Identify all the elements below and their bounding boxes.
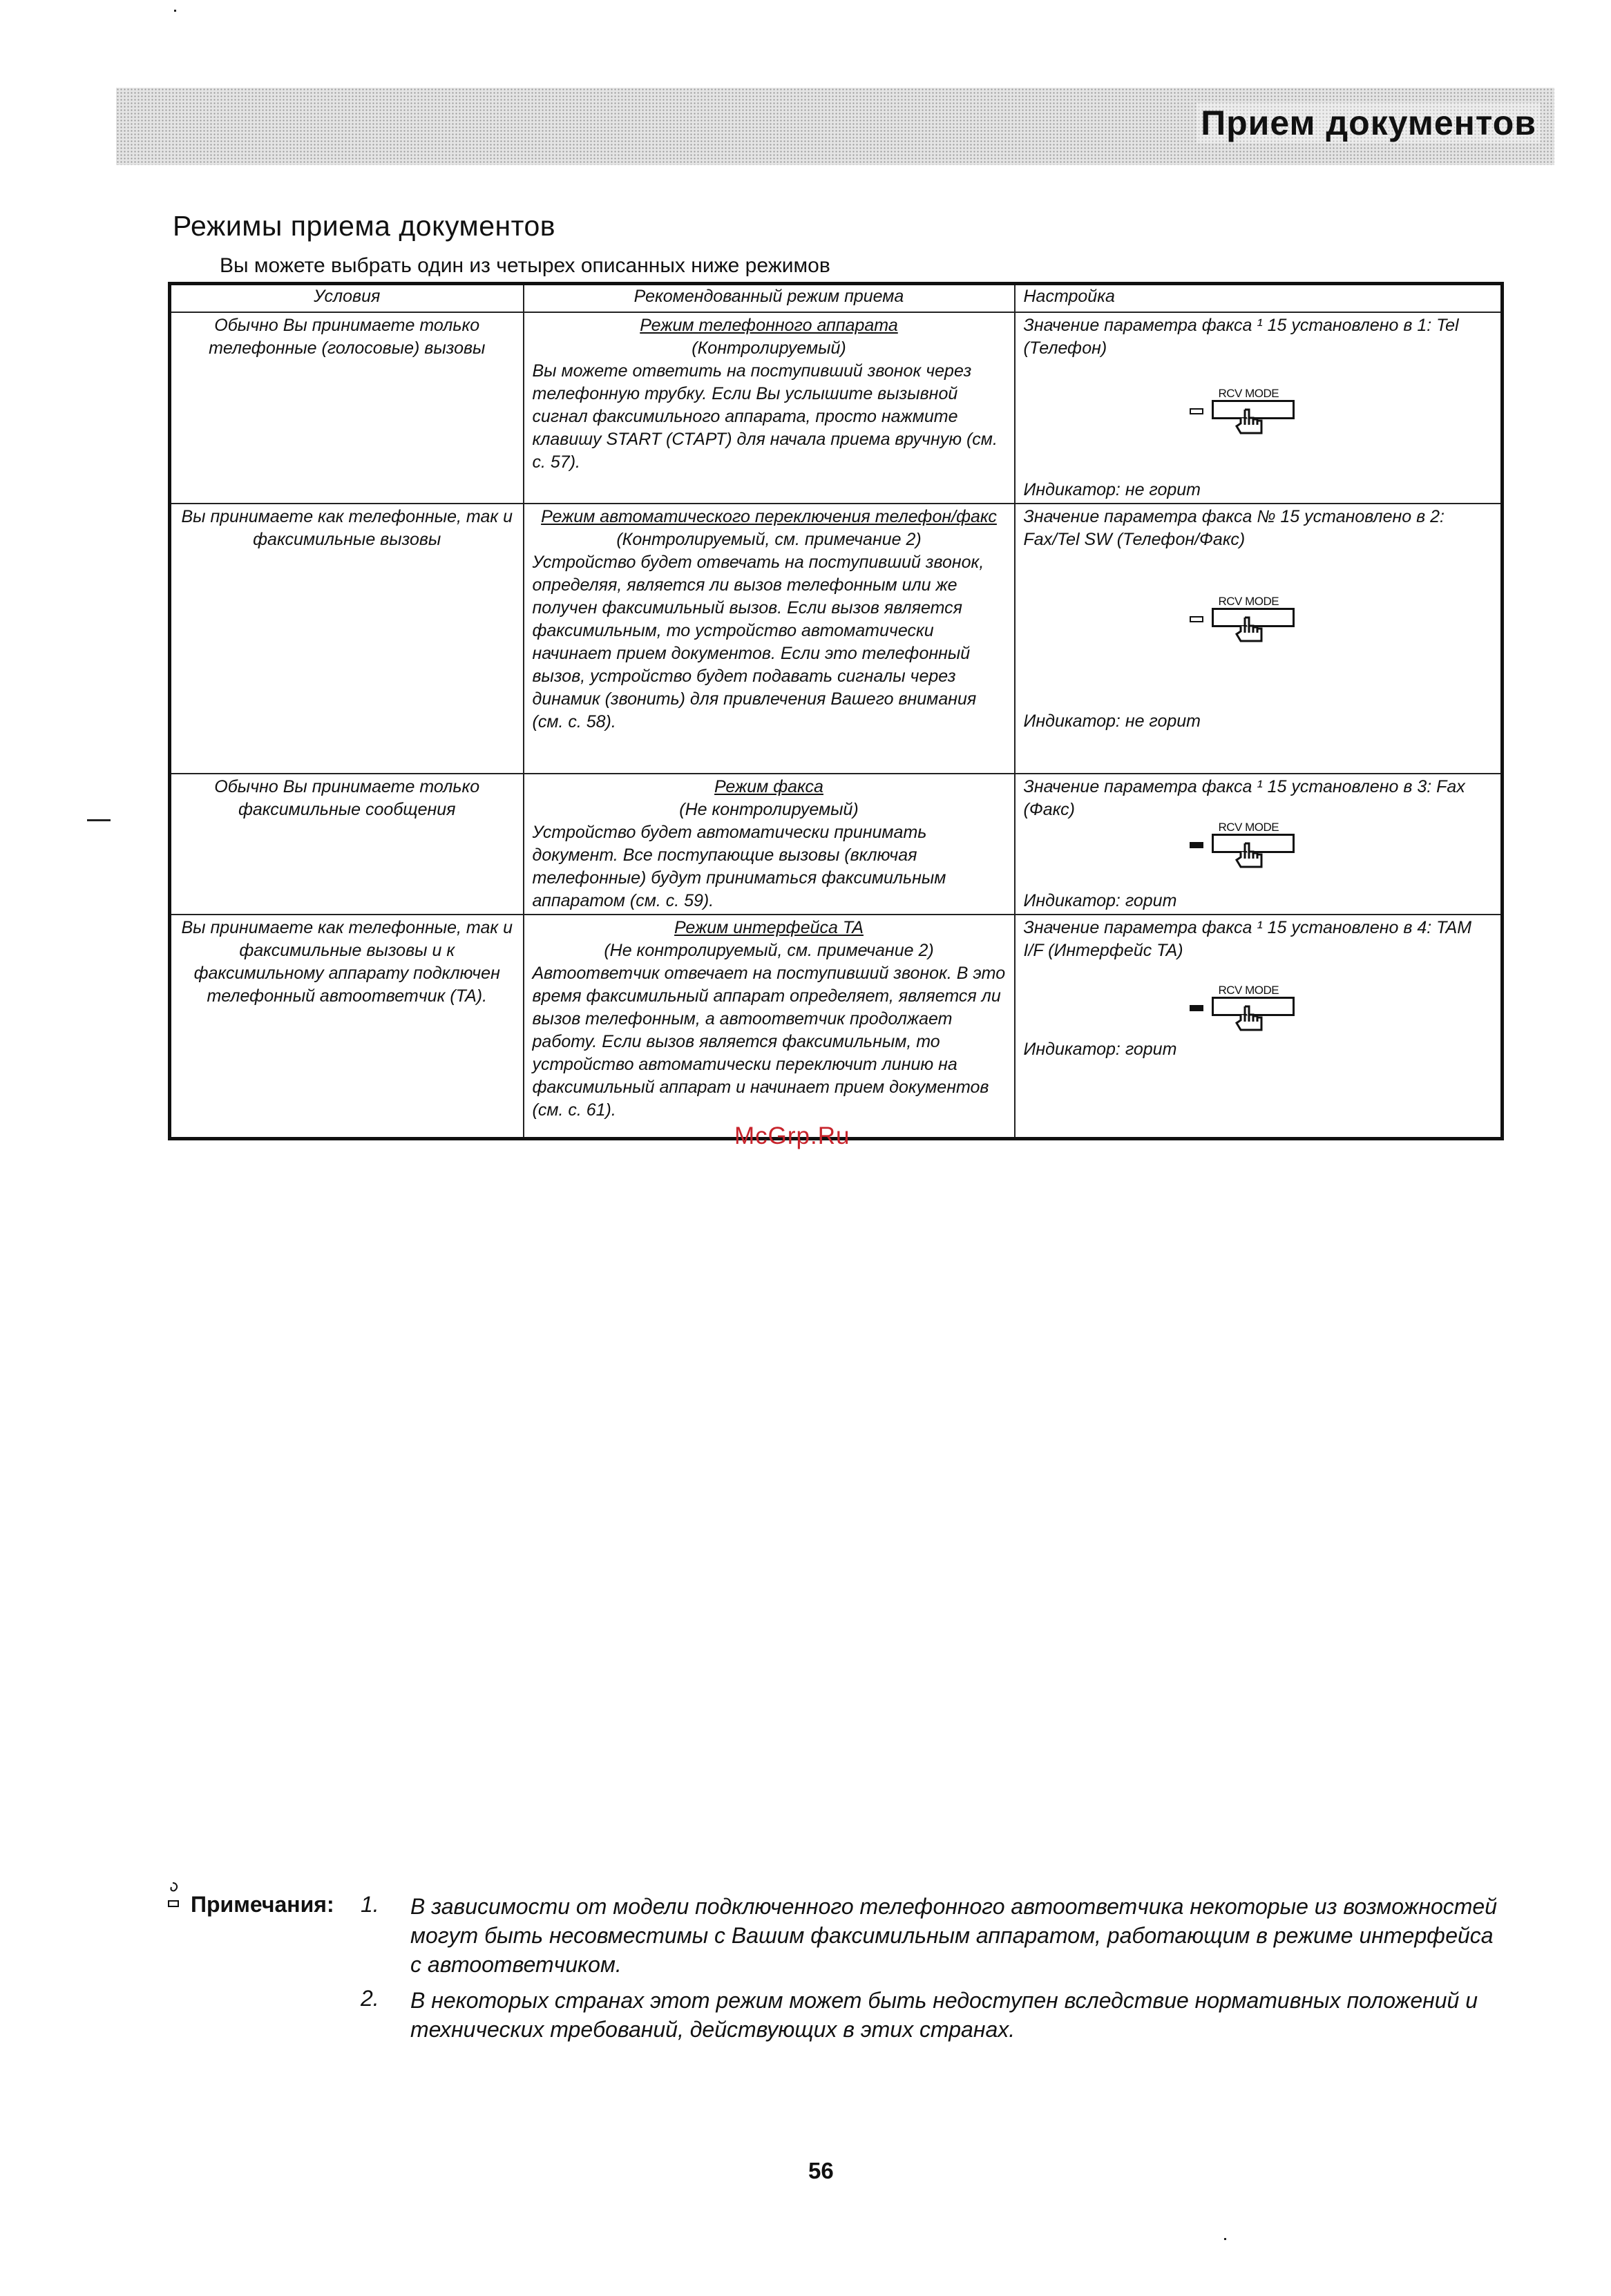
scan-speck: [174, 10, 176, 12]
mode-subtitle: (Контролируемый): [692, 338, 846, 358]
mode-subtitle: (Не контролируемый): [679, 800, 859, 819]
mode-name: Режим телефонного аппарата: [640, 316, 898, 335]
setting-text: Значение параметра факса ¹ 15 установлено в 3: Fax (Факс): [1023, 777, 1465, 819]
section-intro: Вы можете выбрать один из четырех описанных ниже режимов: [220, 254, 830, 277]
condition-cell: Обычно Вы принимаете только телефонные (голосовые) вызовы: [170, 312, 524, 504]
note-icon: [163, 1880, 184, 1922]
rcv-mode-label: RCV MODE: [1218, 984, 1279, 997]
mode-description: Устройство будет автоматически принимать документ. Все поступающие вызовы (включая телефонные) будут приниматься факсимильным аппаратом (см. с. 59).: [532, 823, 946, 910]
setting-cell: [1015, 774, 1503, 915]
rcv-mode-label: RCV MODE: [1218, 821, 1279, 834]
table-row: [170, 915, 1503, 1138]
mode-cell: [524, 312, 1015, 504]
notes-label: Примечания:: [191, 1892, 334, 1917]
page-header-title: Прием документов: [1197, 103, 1541, 143]
rcv-mode-label: RCV MODE: [1218, 595, 1279, 608]
mode-name: Режим интерфейса TA: [674, 918, 864, 937]
condition-cell: Вы принимаете как телефонные, так и факсимильные вызовы: [170, 504, 524, 774]
lamp-on-icon: [1190, 1005, 1203, 1011]
mode-subtitle: (Не контролируемый, см. примечание 2): [604, 941, 934, 960]
column-header-mode: Рекомендованный режим приема: [524, 284, 1015, 313]
mode-description: Вы можете ответить на поступивший звонок через телефонную трубку. Если Вы услышите вызывной сигнал факсимильного аппарата, просто нажмите клавишу START (СТАРТ) для начала приема вручную (см. с. 57).: [532, 361, 998, 472]
column-header-setting: Настройка: [1015, 284, 1503, 313]
indicator-status: Индикатор: горит: [1023, 1039, 1177, 1059]
receive-modes-table: [168, 282, 1504, 1140]
note-text: В зависимости от модели подключенного телефонного автоответчика некоторые из возможностей могут быть несовместимы с Вашим факсимильным аппаратом, работающим в режиме интерфейса с автоответчиком.: [410, 1894, 1497, 1977]
condition-cell: Вы принимаете как телефонные, так и факсимильные вызовы и к факсимильному аппарату подключен телефонный автоответчик (TA).: [170, 915, 524, 1138]
mode-description: Устройство будет отвечать на поступивший звонок, определяя, является ли вызов телефонным или же получен факсимильный вызов. Если вызов является факсимильным, то устройство автоматически начинает прием документов. Если это телефонный вызов, устройство будет подавать сигналы через динамик (звонить) для привлечения Вашего внимания (см. с. 58).: [532, 553, 984, 731]
mode-name: Режим автоматического переключения телефон/факс: [541, 507, 997, 526]
page-number: 56: [808, 2158, 834, 2183]
indicator-status: Индикатор: не горит: [1023, 480, 1201, 499]
note-number: 1.: [361, 1892, 379, 1917]
note-text: В некоторых странах этот режим может быть недоступен вследствие нормативных положений и технических требований, действующих в этих странах.: [410, 1988, 1478, 2042]
condition-cell: Обычно Вы принимаете только факсимильные сообщения: [170, 774, 524, 915]
setting-cell: [1015, 504, 1503, 774]
note-number: 2.: [361, 1986, 379, 2011]
table-header-row: [170, 284, 1503, 313]
pointing-hand-icon: [1232, 408, 1275, 439]
table-row: [170, 774, 1503, 915]
scan-mark: [87, 819, 111, 821]
scan-speck: [1224, 2238, 1226, 2240]
rcv-mode-button-illustration: [1190, 979, 1307, 1035]
pointing-hand-icon: [1232, 616, 1275, 647]
rcv-mode-label: RCV MODE: [1218, 387, 1279, 400]
mode-cell: [524, 504, 1015, 774]
setting-cell: [1015, 915, 1503, 1138]
indicator-status: Индикатор: горит: [1023, 891, 1177, 910]
setting-text: Значение параметра факса ¹ 15 установлено в 4: TAM I/F (Интерфейс TA): [1023, 918, 1472, 960]
setting-cell: [1015, 312, 1503, 504]
mode-cell: [524, 774, 1015, 915]
mode-name: Режим факса: [714, 777, 823, 796]
table-row: [170, 504, 1503, 774]
setting-text: Значение параметра факса ¹ 15 установлено в 1: Tel (Телефон): [1023, 316, 1459, 358]
rcv-mode-button-illustration: [1190, 382, 1307, 439]
table-row: [170, 312, 1503, 504]
header-band: [116, 88, 1554, 165]
pointing-hand-icon: [1232, 842, 1275, 872]
mode-subtitle: (Контролируемый, см. примечание 2): [616, 530, 922, 549]
lamp-off-icon: [1190, 408, 1203, 414]
rcv-mode-button-illustration: [1190, 590, 1307, 647]
pointing-hand-icon: [1232, 1005, 1275, 1035]
watermark: McGrp.Ru: [734, 1122, 850, 1149]
section-title: Режимы приема документов: [173, 210, 556, 242]
rcv-mode-button-illustration: [1190, 816, 1307, 872]
mode-cell: [524, 915, 1015, 1138]
lamp-on-icon: [1190, 842, 1203, 848]
setting-text: Значение параметра факса № 15 установлено в 2: Fax/Tel SW (Телефон/Факс): [1023, 507, 1445, 549]
lamp-off-icon: [1190, 616, 1203, 622]
mode-description: Автоответчик отвечает на поступивший звонок. В это время факсимильный аппарат определяет, является ли вызов телефонным, а автоответчик продолжает работу. Если вызов является факсимильным, то устройство автоматически переключит линию на факсимильный аппарат и начинает прием документов (см. с. 61).: [532, 964, 1006, 1120]
indicator-status: Индикатор: не горит: [1023, 711, 1201, 731]
column-header-conditions: Условия: [170, 284, 524, 313]
